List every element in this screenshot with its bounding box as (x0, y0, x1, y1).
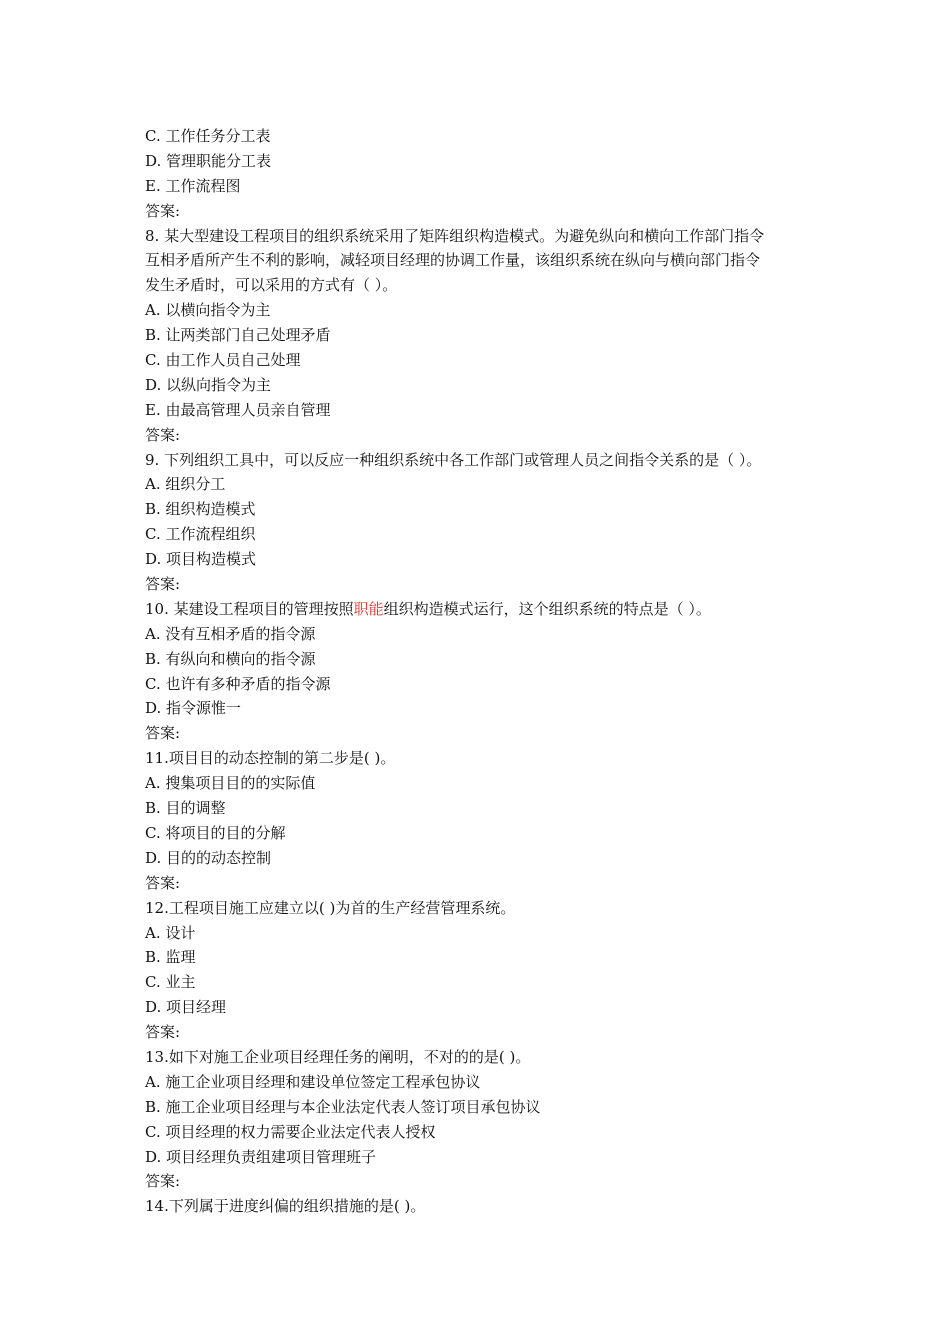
option-line: A. 设计 (145, 923, 196, 942)
option-line: A. 施工企业项目经理和建设单位签定工程承包协议 (145, 1072, 481, 1091)
question-10 (145, 597, 825, 622)
question-11: 11.项目目的动态控制的第二步是( )。 (145, 749, 396, 768)
option-line: A. 组织分工 (145, 475, 226, 494)
option-line: C. 业主 (145, 973, 196, 992)
answer-label: 答案: (145, 201, 181, 220)
answer-label: 答案: (145, 575, 181, 594)
option-line: C. 也许有多种矛盾的指令源 (145, 674, 331, 693)
question-8-line-1: 8. 某大型建设工程项目的组织系统采用了矩阵组织构造模式。为避免纵向和横向工作部门指令 (145, 226, 765, 245)
option-line: A. 没有互相矛盾的指令源 (145, 624, 316, 643)
option-line: A. 搜集项目目的的实际值 (145, 774, 316, 793)
question-list (145, 124, 825, 1219)
question-9: 9. 下列组织工具中，可以反应一种组织系统中各工作部门或管理人员之间指令关系的是（ ）。 (145, 450, 762, 469)
option-line: D. 指令源惟一 (145, 699, 242, 718)
question-12: 12.工程项目施工应建立以( )为首的生产经营管理系统。 (145, 898, 516, 917)
highlighted-term: 职能 (353, 599, 384, 618)
question-8-line-3: 发生矛盾时，可以采用的方式有（ ）。 (145, 276, 398, 295)
answer-label: 答案: (145, 873, 181, 892)
option-line: D. 管理职能分工表 (145, 151, 272, 170)
option-line: A. 以横向指令为主 (145, 301, 271, 320)
option-line: D. 以纵向指令为主 (145, 375, 272, 394)
question-8-line-2: 互相矛盾所产生不利的影响，减轻项目经理的协调工作量，该组织系统在纵向与横向部门指令 (145, 251, 761, 270)
option-line: C. 工作流程组织 (145, 525, 256, 544)
question-10-text: 组织构造模式运行，这个组织系统的特点是（ ）。 (383, 599, 711, 618)
question-10-text: 10. 某建设工程项目的管理按照 (145, 599, 354, 618)
option-line: C. 项目经理的权力需要企业法定代表人授权 (145, 1122, 436, 1141)
option-line: D. 项目构造模式 (145, 550, 257, 569)
question-14: 14.下列属于进度纠偏的组织措施的是( )。 (145, 1197, 426, 1216)
answer-label: 答案: (145, 724, 181, 743)
answer-label: 答案: (145, 425, 181, 444)
option-line: B. 监理 (145, 948, 196, 967)
option-line: B. 目的调整 (145, 799, 226, 818)
option-line: B. 组织构造模式 (145, 500, 256, 519)
option-line: B. 施工企业项目经理与本企业法定代表人签订项目承包协议 (145, 1097, 541, 1116)
option-line: D. 项目经理负责组建项目管理班子 (145, 1147, 377, 1166)
option-line: E. 工作流程图 (145, 176, 241, 195)
option-line: D. 目的的动态控制 (145, 848, 272, 867)
option-line: B. 有纵向和横向的指令源 (145, 649, 316, 668)
option-line: D. 项目经理 (145, 998, 227, 1017)
option-line: C. 将项目的目的分解 (145, 823, 286, 842)
question-13: 13.如下对施工企业项目经理任务的阐明，不对的的是( )。 (145, 1047, 531, 1066)
answer-label: 答案: (145, 1023, 181, 1042)
option-line: E. 由最高管理人员亲自管理 (145, 400, 331, 419)
option-line: C. 由工作人员自己处理 (145, 351, 301, 370)
option-line: B. 让两类部门自己处理矛盾 (145, 326, 331, 345)
option-line: C. 工作任务分工表 (145, 127, 271, 145)
answer-label: 答案: (145, 1172, 181, 1191)
